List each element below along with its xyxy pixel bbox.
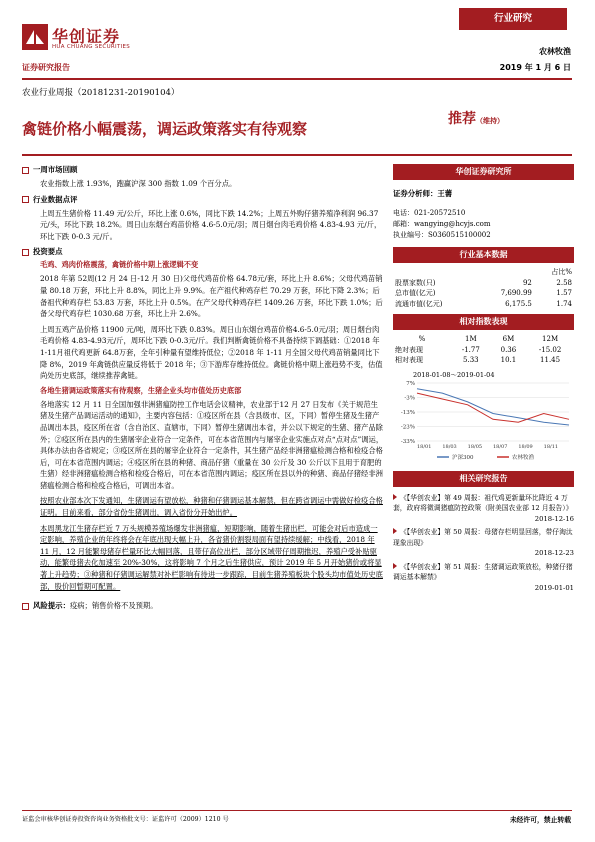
related-reports-bar: 相关研究报告	[393, 471, 574, 487]
y-tick-label: -13%	[400, 409, 415, 416]
section-heading-market: 一周市场回顾	[22, 164, 384, 175]
y-tick-label: -33%	[400, 438, 415, 445]
legend-label: 沪深300	[452, 454, 474, 461]
section-heading-data: 行业数据点评	[22, 194, 384, 205]
invest-para-4: 按照农业部本次下发通知，生猪调运有望放松，种猪和仔猪调运基本解禁，但在跨省调运中需做好检疫合格证明。目前来看，部分省份生猪调出，调入省份分开始出炉。	[40, 496, 383, 518]
rating-value: 推荐	[448, 111, 476, 127]
report-title: 禽链价格小幅震荡，调运政策落实有待观察	[22, 120, 308, 138]
invest-para-2: 上周五鸡产品价格 11900 元/吨，周环比下跌 0.83%。周日山东烟台鸡苗价格4.6-5.0元/羽；周日烟台肉毛鸡价格 4.83-4.93元/斤，周环比下跌 0-0.3元/斤。我们判断禽链价格不具备持续下调基础：①2018 年 1-11月祖代鸡更新 64.8万套，全年引种量有望维持低位；②2018 年 1-11 月全国父母代鸡苗销量同比下降 8%，2019 年禽链供应量反将低于 2018 年；③下游库存维持低位。禽链价格中期上涨趋势不变，估值尚处历史底部，继续推荐禽链。	[40, 324, 383, 381]
x-tick-label: 18/11	[543, 443, 559, 450]
invest-para-5: 本周黑龙江生猪存栏近 7 万头规模养殖场爆发非洲猪瘟，短期影响，随着生猪出栏，可能会对后市造成一定影响，养殖企业的年终将会在年底出现大幅上升，各省猪价割裂局面有望持续缓解；中线看，2018 年 11 月，12 月能繁母猪存栏量环比大幅回落，且带仔高位出栏，部分区域带仔周期推迟，养殖户受补贴驱动，能繁母猪去化加速至 20%-30%，这将影响 7 个月之后生猪供应，预计 2019 年 5 月开始猪价或将显著上升趋势；③种猪和仔猪调运解禁对补栏影响有待进一步跟踪，目前生猪养殖板块个股头均市值处历史底部，股价回暂期可配置。	[40, 523, 383, 591]
table-row: 绝对表现 -1.77 0.36 -15.02	[395, 345, 562, 354]
report-item[interactable]: 《【华创农业】第 50 周报：母猪存栏明显回落，带仔淘汰现象出现》	[393, 528, 573, 547]
analyst-email[interactable]: 邮箱：wangying@hcyjs.com	[393, 220, 491, 228]
chart-date-range: 2018-01-08～2019-01-04	[413, 370, 495, 379]
data-review-text: 上周五生猪价格 11.49 元/公斤，环比上涨 0.6%，同比下跌 14.2%；上周五外购仔猪养殖净利润 96.37元/头，环比下跌 18.2%。周日山东烟台鸡苗价格 4.6-5.0元/羽；周日烟台肉毛鸡价格 4.83-4.93 元/斤，环比下跌 0-0.3 元/斤。	[40, 208, 382, 241]
x-tick-label: 18/01	[417, 443, 432, 450]
x-tick-label: 18/07	[493, 443, 508, 450]
y-tick-label: 7%	[406, 380, 415, 387]
footer-divider	[22, 810, 572, 811]
analyst-line: 证券分析师：王薷	[393, 189, 453, 198]
right-column	[393, 164, 574, 593]
company-logo	[22, 22, 172, 62]
x-tick-label: 18/05	[467, 443, 483, 450]
rating-note: （维持）	[476, 116, 504, 125]
analyst-phone: 电话：021-20572510	[393, 209, 466, 217]
table-row: 占比%	[551, 268, 572, 277]
square-bullet-icon	[22, 603, 29, 610]
square-bullet-icon	[22, 196, 29, 203]
square-bullet-icon	[22, 167, 29, 174]
report-date: 2018-12-23	[534, 549, 574, 557]
x-tick-label: 18/03	[442, 443, 457, 450]
title-divider	[22, 154, 572, 156]
footer-warning: 未经许可，禁止转载	[509, 816, 571, 824]
header-divider	[22, 78, 572, 80]
analyst-name: 王薷	[437, 189, 453, 198]
section-heading-invest: 投资要点	[22, 246, 384, 257]
report-type: 证券研究报告	[22, 63, 70, 72]
y-tick-label: -3%	[404, 395, 415, 401]
invest-subheading-hog: 各地生猪调运政策落实有待观察，生猪企业头均市值处历史底部	[40, 385, 242, 395]
report-date: 2019-01-01	[534, 583, 574, 592]
logo-mark-icon	[22, 24, 48, 50]
table-row: 相对表现 5.33 10.1 11.45	[395, 356, 561, 365]
institute-bar: 华创证券研究所	[393, 164, 574, 180]
performance-table	[393, 334, 574, 366]
performance-bar: 相对指数表现	[393, 314, 574, 330]
left-column	[22, 164, 384, 612]
table-row: 流通市值(亿元) 6,175.5 1.74	[395, 299, 572, 308]
report-date: 2019 年 1 月 6 日	[499, 63, 571, 72]
rating	[448, 108, 504, 128]
legend-label: 农林牧渔	[512, 454, 535, 461]
triangle-bullet-icon	[393, 563, 397, 569]
invest-para-1: 2018 年第 52周(12 月 24 日-12 月 30 日)父母代鸡苗价格 64.78元/套，环比上升 8.6%；父母代鸡苗销量 80.18 万套，环比上升 8.8%，同比上升 9.9%。在产祖代种鸡存栏 70.29 万套，环比下降 2.3%；后备祖代种鸡存栏 53.83 万套，环比上升 0.5%。在产父母代种鸡存栏 1409.26 万套，环比下跌 1.0%；后备父母代鸡存栏 1030.68 万套，环比上升 2.6%。	[40, 274, 383, 319]
table-row: 总市值(亿元) 7,690.99 1.57	[395, 289, 572, 298]
invest-subheading-poultry: 毛鸡、鸡肉价格震荡，禽链价格中期上涨逻辑不变	[40, 260, 199, 270]
table-row: % 1M 6M 12M	[418, 335, 559, 344]
logo-text-en: HUA CHUANG SECURITIES	[52, 44, 131, 50]
report-subtitle: 农业行业周报（20181231-20190104）	[22, 88, 180, 98]
y-tick-label: -23%	[400, 424, 415, 430]
industry-tag: 行业研究	[459, 8, 567, 30]
invest-para-3: 各地落实 12 月 11 日全国加强非洲猪瘟防控工作电话会议精神，农业部于12 月 27 日发布《关于规范生猪及生猪产品调运活动的通知》，主要内容包括：①疫区所在县（含县级市、区，下同）暂停生猪及生猪产品调出本县，疫区所在省（含自治区、直辖市，下同）暂停生猪调出本省，并公以下规定的生猪、猪产品除外；②疫区所在县内的生猪屠宰企业符合一定条件，可在本省范围内与屠宰企业实施点对点“点对点”调运，具体办法由各省规定；③疫区所在县的屠宰企业符合一定条件，其生猪产品经非洲猪瘟检测合格和检疫合格后，可在本省范围内调运；④疫区所在县的种猪、商品仔猪（重量在 30 公斤及 30 公斤以下且用于育肥的生猪）经非洲猪瘟检测合格和检疫合格后，可在本省范围内调运；疫区所在县以外的种猪、商品仔猪经非洲猪瘟检测合格和检疫合格后，可调出本省。	[40, 399, 384, 490]
table-row: 股票家数(只) 92 2.58	[395, 278, 572, 287]
related-reports-list	[393, 493, 574, 594]
footer-license: 证监会审核华创证券投资咨询业务资格批文号：证监许可（2009）1210 号	[22, 816, 229, 823]
triangle-bullet-icon	[393, 528, 397, 534]
basic-data-bar: 行业基本数据	[393, 247, 574, 263]
report-date: 2018-12-16	[534, 514, 574, 523]
performance-chart	[393, 379, 574, 461]
report-item[interactable]: 《【华创农业】第 51 周报：生猪调运政策放松，种猪仔猪调运基本解禁》	[393, 562, 573, 581]
x-tick-label: 18/09	[518, 443, 533, 450]
triangle-bullet-icon	[393, 494, 397, 500]
invest-block	[22, 260, 384, 592]
sector-label: 农林牧渔	[539, 47, 571, 56]
analyst-license: 执业编号：S0360515100002	[393, 231, 491, 239]
market-review-text: 农业指数上涨 1.93%，跑赢沪深 300 指数 1.09 个百分点。	[40, 179, 237, 188]
square-bullet-icon	[22, 249, 29, 256]
risk-warning: 风险提示：疫病；销售价格不及预期。	[22, 600, 384, 612]
logo-text-cn: 华创证券	[52, 27, 121, 46]
basic-data-table	[393, 267, 574, 309]
report-item[interactable]: 《【华创农业】第 49 周报：祖代鸡更新量环比降近 4 万套，政府将微调猪瘟防控政策（附美国农业部 12 月报告）》	[393, 493, 573, 512]
